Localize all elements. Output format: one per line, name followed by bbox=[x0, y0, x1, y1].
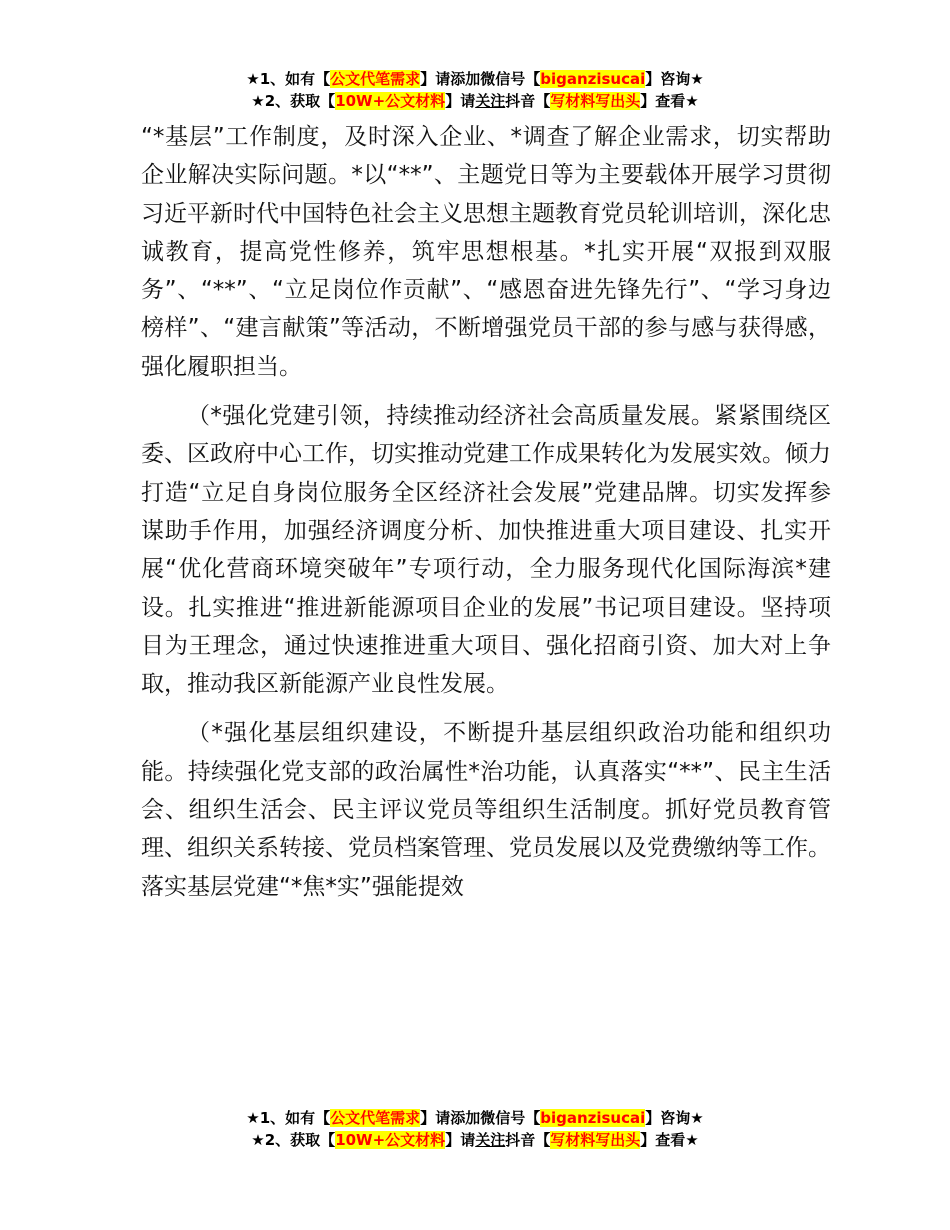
header-text: 】请添加微信号【 bbox=[420, 70, 541, 88]
header-line-2 bbox=[0, 90, 950, 112]
footer-underline-follow: 关注 bbox=[475, 1131, 506, 1149]
paragraph-3: （*强化基层组织建设，不断提升基层组织政治功能和组织功能。持续强化党支部的政治属性*治功能，认真落实“**”、民主生活会、组织生活会、民主评议党员等组织生活制度。抓好党员教育管理、组织关系转接、党员档案管理、党员发展以及党费缴纳等工作。落实基层党建“*焦*实”强能提效 bbox=[141, 720, 831, 900]
footer-text: 】请 bbox=[445, 1131, 476, 1149]
header-underline-follow: 关注 bbox=[475, 92, 506, 110]
footer-text: 】请添加微信号【 bbox=[420, 1109, 541, 1127]
header-highlight-service: 公文代笔需求 bbox=[330, 70, 421, 88]
header-text: ★2、获取【 bbox=[251, 92, 336, 110]
footer-line-2 bbox=[0, 1129, 950, 1151]
header-text: 抖音【 bbox=[505, 92, 551, 110]
footer-text: ★2、获取【 bbox=[251, 1131, 336, 1149]
footer-text: 抖音【 bbox=[505, 1131, 551, 1149]
footer-banner bbox=[0, 1107, 950, 1151]
paragraph-2: （*强化党建引领，持续推动经济社会高质量发展。紧紧围绕区委、区政府中心工作，切实推动党建工作成果转化为发展实效。倾力打造“立足自身岗位服务全区经济社会发展”党建品牌。切实发挥参谋助手作用，加强经济调度分析、加快推进重大项目建设、扎实开展“优化营商环境突破年”专项行动，全力服务现代化国际海滨*建设。扎实推进“推进新能源项目企业的发展”书记项目建设。坚持项目为王理念，通过快速推进重大项目、强化招商引资、加大对上争取，推动我区新能源产业良性发展。 bbox=[141, 403, 831, 698]
header-highlight-materials: 10W+公文材料 bbox=[335, 92, 446, 110]
footer-text: 】咨询★ bbox=[645, 1109, 704, 1127]
header-text: 】咨询★ bbox=[645, 70, 704, 88]
footer-line-1 bbox=[0, 1107, 950, 1129]
header-text: ★1、如有【 bbox=[246, 70, 331, 88]
header-line-1 bbox=[0, 68, 950, 90]
footer-text: ★1、如有【 bbox=[246, 1109, 331, 1127]
footer-highlight-douyin: 写材料写出头 bbox=[550, 1131, 641, 1149]
footer-highlight-materials: 10W+公文材料 bbox=[335, 1131, 446, 1149]
header-highlight-wechat: biganzisucai bbox=[540, 70, 646, 88]
header-banner bbox=[0, 68, 950, 112]
header-text: 】请 bbox=[445, 92, 476, 110]
header-text: 】查看★ bbox=[640, 92, 699, 110]
footer-text: 】查看★ bbox=[640, 1131, 699, 1149]
paragraph-1: “*基层”工作制度，及时深入企业、*调查了解企业需求，切实帮助企业解决实际问题。*以“**”、主题党日等为主要载体开展学习贯彻习近平新时代中国特色社会主义思想主题教育党员轮训培训，深化忠诚教育，提高党性修养，筑牢思想根基。*扎实开展“双报到双服务”、“**”、“立足岗位作贡献”、“感恩奋进先锋先行”、“学习身边榜样”、“建言献策”等活动，不断增强党员干部的参与感与获得感，强化履职担当。 bbox=[141, 124, 831, 380]
header-highlight-douyin: 写材料写出头 bbox=[550, 92, 641, 110]
document-body bbox=[141, 118, 831, 906]
footer-highlight-service: 公文代笔需求 bbox=[330, 1109, 421, 1127]
footer-highlight-wechat: biganzisucai bbox=[540, 1109, 646, 1127]
